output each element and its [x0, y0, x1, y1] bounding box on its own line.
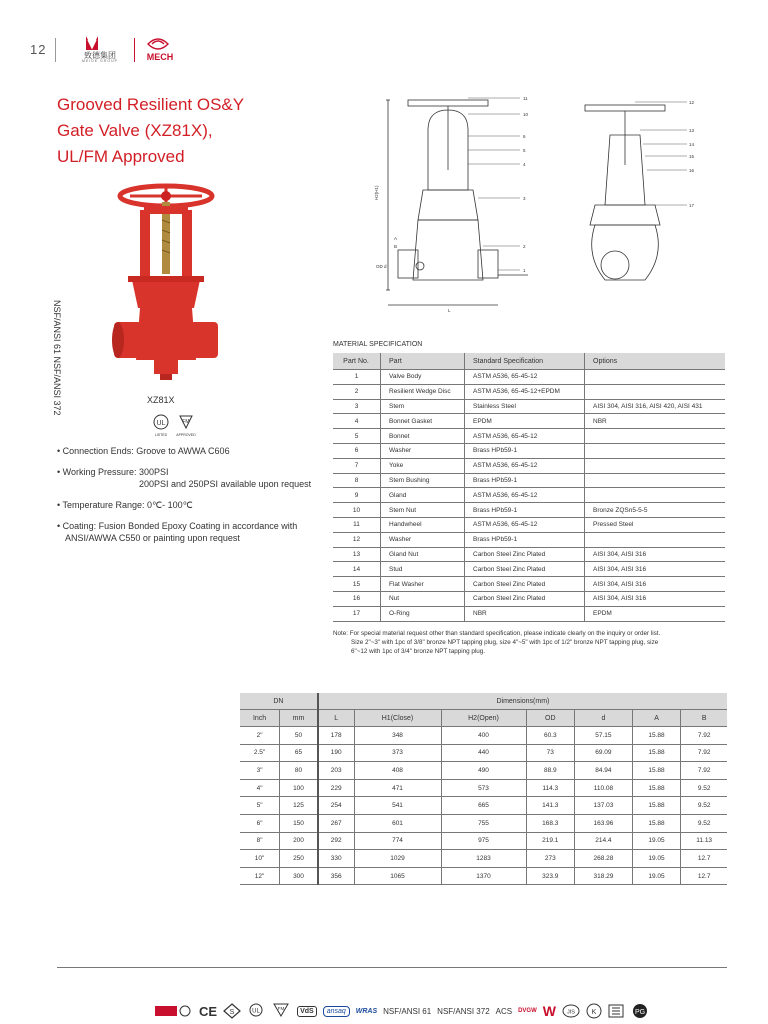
standard-spec-cell: ASTM A536, 65-45-12	[465, 458, 585, 473]
dimension-cell: 168.3	[526, 814, 575, 832]
kc-mark-icon	[586, 1003, 602, 1019]
part-no-cell: 13	[333, 547, 381, 562]
dimension-cell: 219.1	[526, 832, 575, 850]
part-name-cell: Gland Nut	[381, 547, 465, 562]
approved-text: APPROVED	[176, 433, 196, 437]
standard-spec-cell: Carbon Steel Zinc Plated	[465, 577, 585, 592]
callout-2: 2	[523, 244, 526, 249]
dimension-cell: 292	[318, 832, 354, 850]
dim-subheader-cell: A	[632, 710, 681, 727]
callout-16: 16	[689, 168, 695, 173]
valve-product-image	[110, 180, 220, 390]
dim-subheader-cell: d	[575, 710, 633, 727]
meide-group-logo	[70, 34, 130, 64]
ul-listed-icon	[247, 1002, 265, 1020]
part-no-cell: 12	[333, 532, 381, 547]
standard-spec-cell: Carbon Steel Zinc Plated	[465, 591, 585, 606]
dimension-row	[240, 727, 727, 745]
note-line-1: Note: For special material request other than standard specification, please indicate clearly on the inquiry or order list.	[333, 630, 661, 637]
part-name-cell: O-Ring	[381, 606, 465, 621]
callout-4: 4	[523, 162, 526, 167]
standard-spec-cell: Brass HPb59-1	[465, 503, 585, 518]
dimension-cell: 975	[441, 832, 526, 850]
svg-text:FM: FM	[277, 1006, 285, 1011]
dimension-cell: 471	[354, 779, 441, 797]
col-standard-spec: Standard Specification	[465, 353, 585, 370]
material-spec-row	[333, 577, 725, 592]
material-spec-body	[333, 370, 725, 622]
feature-list	[57, 445, 347, 553]
dim-subheader-cell: B	[681, 710, 727, 727]
dimension-row	[240, 814, 727, 832]
callout-13: 13	[689, 128, 695, 133]
fm-text: FM	[182, 419, 190, 425]
standard-spec-cell: Carbon Steel Zinc Plated	[465, 562, 585, 577]
options-cell	[585, 488, 726, 503]
options-cell	[585, 384, 726, 399]
part-name-cell: Yoke	[381, 458, 465, 473]
callout-17: 17	[689, 203, 695, 208]
dimension-cell: 300	[280, 867, 318, 885]
dimension-row	[240, 762, 727, 780]
acs-text: ACS	[495, 1006, 513, 1016]
dimension-cell: 9.52	[681, 797, 727, 815]
ul-fm-marks	[150, 412, 200, 443]
material-spec-row	[333, 414, 725, 429]
svg-text:UL: UL	[252, 1008, 260, 1015]
feature-pressure-line1: • Working Pressure: 300PSI	[57, 467, 169, 477]
svg-text:PG: PG	[634, 1009, 646, 1016]
dimension-cell: 19.05	[632, 867, 681, 885]
dimension-cell: 15.88	[632, 814, 681, 832]
options-cell	[585, 443, 726, 458]
standard-spec-cell: ASTM A536, 65-45-12	[465, 370, 585, 385]
dimension-cell: 4"	[240, 779, 280, 797]
feature-temperature: • Temperature Range: 0℃- 100℃	[57, 500, 193, 510]
material-note	[333, 629, 733, 656]
nsf61-text: NSF/ANSI 61	[383, 1006, 432, 1016]
dimension-cell: 229	[318, 779, 354, 797]
feature-coating-line1: • Coating: Fusion Bonded Epoxy Coating in accordance with	[57, 521, 298, 531]
options-cell	[585, 458, 726, 473]
col-part-no: Part No.	[333, 353, 381, 370]
callout-12: 12	[689, 100, 695, 105]
listed-text: LISTED	[154, 433, 168, 437]
material-spec-row	[333, 517, 725, 532]
dimension-row	[240, 797, 727, 815]
model-label: XZ81X	[147, 395, 175, 405]
dimension-cell: 60.3	[526, 727, 575, 745]
part-name-cell: Valve Body	[381, 370, 465, 385]
title-line-3: UL/FM Approved	[57, 147, 185, 166]
certification-bar	[155, 1000, 650, 1022]
dimension-cell: 15.88	[632, 727, 681, 745]
dim-subheader-cell: H1(Close)	[354, 710, 441, 727]
dimension-cell: 12.7	[681, 850, 727, 868]
part-name-cell: Gland	[381, 488, 465, 503]
dimension-cell: 1065	[354, 867, 441, 885]
dimension-row	[240, 779, 727, 797]
dimension-cell: 323.9	[526, 867, 575, 885]
dimension-cell: 12.7	[681, 867, 727, 885]
dimension-cell: 178	[318, 727, 354, 745]
dimension-cell: 8"	[240, 832, 280, 850]
dimension-cell: 490	[441, 762, 526, 780]
dim-od-label: OD	[376, 264, 383, 269]
feature-pressure-line2: 200PSI and 250PSI available upon request	[139, 479, 312, 489]
callout-1: 1	[523, 268, 526, 273]
material-spec-row	[333, 488, 725, 503]
part-name-cell: Stem	[381, 399, 465, 414]
options-cell	[585, 429, 726, 444]
dimension-cell: 73	[526, 744, 575, 762]
options-cell	[585, 370, 726, 385]
material-spec-row	[333, 443, 725, 458]
callout-5: 5	[523, 148, 526, 153]
material-spec-title: MATERIAL SPECIFICATION	[333, 341, 423, 348]
callout-3: 3	[523, 196, 526, 201]
dim-a-label: A	[394, 236, 398, 241]
w-mark: W	[542, 1003, 556, 1019]
material-spec-row	[333, 591, 725, 606]
standard-spec-cell: EPDM	[465, 414, 585, 429]
standard-spec-cell: Stainless Steel	[465, 399, 585, 414]
callout-10: 10	[523, 112, 529, 117]
vds-mark: VdS	[297, 1006, 317, 1017]
dim-subheader-cell: Inch	[240, 710, 280, 727]
dimension-cell: 200	[280, 832, 318, 850]
china-cert-icon	[155, 1004, 193, 1018]
dimension-cell: 50	[280, 727, 318, 745]
footer-divider	[57, 967, 727, 968]
nsf-vertical-text: NSF/ANSI 61 NSF/ANSI 372	[52, 300, 62, 416]
dimension-cell: 254	[318, 797, 354, 815]
part-no-cell: 10	[333, 503, 381, 518]
material-spec-row	[333, 458, 725, 473]
material-spec-header-row	[333, 353, 725, 370]
dimension-cell: 57.15	[575, 727, 633, 745]
col-part: Part	[381, 353, 465, 370]
dimensions-sub-header	[240, 710, 727, 727]
dimension-cell: 114.3	[526, 779, 575, 797]
note-line-2: Size 2"~3" with 1pc of 3/8" bronze NPT tapping plug, size 4"~5" with 1pc of 1/2" bronze NPT tapping plug, size	[351, 639, 659, 646]
dimension-cell: 214.4	[575, 832, 633, 850]
material-spec-row	[333, 532, 725, 547]
dimension-cell: 267	[318, 814, 354, 832]
mech-logo	[138, 34, 182, 64]
logo-separator	[134, 38, 135, 62]
ce-mark: CE	[199, 1003, 218, 1019]
dimension-cell: 15.88	[632, 797, 681, 815]
dimension-cell: 318.29	[575, 867, 633, 885]
dimension-cell: 12"	[240, 867, 280, 885]
dimension-row	[240, 744, 727, 762]
part-no-cell: 7	[333, 458, 381, 473]
svg-text:K: K	[591, 1009, 597, 1016]
dimension-row	[240, 850, 727, 868]
material-spec-row	[333, 473, 725, 488]
title-line-2: Gate Valve (XZ81X),	[57, 121, 213, 140]
dvgw-mark: DVGW	[518, 1008, 537, 1014]
standard-spec-cell: NBR	[465, 606, 585, 621]
part-no-cell: 14	[333, 562, 381, 577]
nsf372-text: NSF/ANSI 372	[437, 1006, 490, 1016]
standard-spec-cell: ASTM A536, 65-45-12	[465, 488, 585, 503]
header-divider	[55, 38, 56, 62]
note-line-3: 6"~12 with 1pc of 3/4" bronze NPT tapping plug.	[351, 648, 486, 655]
options-cell: Pressed Steel	[585, 517, 726, 532]
title-line-1: Grooved Resilient OS&Y	[57, 95, 245, 114]
dimension-cell: 1029	[354, 850, 441, 868]
dimensions-body	[240, 727, 727, 885]
dimension-cell: 541	[354, 797, 441, 815]
col-options: Options	[585, 353, 726, 370]
eac-mark-icon	[608, 1004, 624, 1018]
dim-subheader-cell: mm	[280, 710, 318, 727]
s-mark-icon	[223, 1003, 241, 1019]
dimension-cell: 440	[441, 744, 526, 762]
pg-mark-icon	[630, 1003, 650, 1019]
feature-coating-line2: ANSI/AWWA C550 or painting upon request	[65, 533, 240, 543]
dimension-cell: 5"	[240, 797, 280, 815]
material-spec-row	[333, 547, 725, 562]
material-spec-row	[333, 384, 725, 399]
dim-subheader-cell: H2(Open)	[441, 710, 526, 727]
material-spec-row	[333, 399, 725, 414]
material-spec-table	[333, 353, 725, 622]
part-no-cell: 8	[333, 473, 381, 488]
svg-text:JIS: JIS	[567, 1009, 575, 1016]
part-name-cell: Flat Washer	[381, 577, 465, 592]
dimension-cell: 373	[354, 744, 441, 762]
dimension-cell: 163.96	[575, 814, 633, 832]
dim-subheader-cell: L	[318, 710, 354, 727]
dim-d-label: d	[384, 264, 387, 269]
dimension-cell: 141.3	[526, 797, 575, 815]
dimension-row	[240, 832, 727, 850]
part-no-cell: 3	[333, 399, 381, 414]
dimension-cell: 9.52	[681, 779, 727, 797]
dimension-cell: 330	[318, 850, 354, 868]
ul-text: UL	[156, 420, 166, 427]
dimension-cell: 100	[280, 779, 318, 797]
dimension-cell: 150	[280, 814, 318, 832]
dimension-cell: 665	[441, 797, 526, 815]
dim-l-label: L	[448, 308, 451, 313]
part-name-cell: Handwheel	[381, 517, 465, 532]
callout-14: 14	[689, 142, 695, 147]
valve-section-drawing	[368, 90, 548, 320]
dimension-cell: 10"	[240, 850, 280, 868]
part-no-cell: 1	[333, 370, 381, 385]
dims-header: Dimensions(mm)	[318, 693, 727, 710]
dimension-cell: 273	[526, 850, 575, 868]
dimension-cell: 110.08	[575, 779, 633, 797]
fm-approved-icon	[271, 1002, 291, 1020]
part-no-cell: 6	[333, 443, 381, 458]
dimension-cell: 356	[318, 867, 354, 885]
part-name-cell: Nut	[381, 591, 465, 606]
dimension-cell: 7.92	[681, 727, 727, 745]
part-name-cell: Resilient Wedge Disc	[381, 384, 465, 399]
options-cell	[585, 473, 726, 488]
dim-b-label: B	[394, 244, 398, 249]
dimension-cell: 1283	[441, 850, 526, 868]
page-title	[57, 92, 317, 170]
part-no-cell: 17	[333, 606, 381, 621]
valve-side-drawing	[565, 95, 705, 295]
standard-spec-cell: Brass HPb59-1	[465, 532, 585, 547]
material-spec-row	[333, 370, 725, 385]
dimension-cell: 88.9	[526, 762, 575, 780]
dimension-cell: 573	[441, 779, 526, 797]
standard-spec-cell: Brass HPb59-1	[465, 473, 585, 488]
part-name-cell: Bonnet Gasket	[381, 414, 465, 429]
dimension-cell: 15.88	[632, 779, 681, 797]
dimension-cell: 84.94	[575, 762, 633, 780]
callout-6: 6	[523, 134, 526, 139]
options-cell: Bronze ZQSn5-5-5	[585, 503, 726, 518]
dimension-cell: 65	[280, 744, 318, 762]
part-name-cell: Stem Nut	[381, 503, 465, 518]
options-cell: AISI 304, AISI 316	[585, 562, 726, 577]
part-no-cell: 5	[333, 429, 381, 444]
part-no-cell: 9	[333, 488, 381, 503]
options-cell: AISI 304, AISI 316, AISI 420, AISI 431	[585, 399, 726, 414]
dimension-row	[240, 867, 727, 885]
dimension-cell: 400	[441, 727, 526, 745]
standard-spec-cell: ASTM A536, 65-45-12	[465, 517, 585, 532]
callout-11: 11	[523, 96, 528, 101]
dimension-cell: 268.28	[575, 850, 633, 868]
callout-15: 15	[689, 154, 695, 159]
dn-header: DN	[240, 693, 318, 710]
standard-spec-cell: ASTM A536, 65-45-12	[465, 429, 585, 444]
mech-text: MECH	[146, 52, 174, 62]
dimension-cell: 69.09	[575, 744, 633, 762]
dimension-cell: 19.05	[632, 850, 681, 868]
part-name-cell: Bonnet	[381, 429, 465, 444]
options-cell: AISI 304, AISI 316	[585, 591, 726, 606]
dimensions-table	[240, 693, 727, 885]
jis-mark-icon	[562, 1004, 580, 1018]
dimension-cell: 601	[354, 814, 441, 832]
options-cell: AISI 304, AISI 316	[585, 547, 726, 562]
part-name-cell: Stem Bushing	[381, 473, 465, 488]
dimension-cell: 11.13	[681, 832, 727, 850]
part-name-cell: Washer	[381, 443, 465, 458]
dimension-cell: 190	[318, 744, 354, 762]
options-cell: EPDM	[585, 606, 726, 621]
material-spec-row	[333, 606, 725, 621]
dimension-cell: 755	[441, 814, 526, 832]
dimension-cell: 2"	[240, 727, 280, 745]
part-name-cell: Stud	[381, 562, 465, 577]
brand-en: MEIDE GROUP	[82, 59, 118, 63]
dimension-cell: 15.88	[632, 762, 681, 780]
ansaq-mark: ansaq	[323, 1006, 350, 1017]
dimension-cell: 9.52	[681, 814, 727, 832]
dimension-cell: 6"	[240, 814, 280, 832]
options-cell: AISI 304, AISI 316	[585, 577, 726, 592]
dimension-cell: 1370	[441, 867, 526, 885]
page-number: 12	[30, 42, 47, 57]
feature-coating	[57, 520, 347, 544]
feature-pressure	[57, 466, 347, 490]
part-no-cell: 16	[333, 591, 381, 606]
material-spec-row	[333, 429, 725, 444]
dim-subheader-cell: OD	[526, 710, 575, 727]
brand-cn: 致德集团	[84, 51, 116, 60]
wras-mark: WRAS	[355, 1007, 378, 1015]
standard-spec-cell: Carbon Steel Zinc Plated	[465, 547, 585, 562]
dimension-cell: 7.92	[681, 762, 727, 780]
dimension-cell: 348	[354, 727, 441, 745]
dimension-cell: 15.88	[632, 744, 681, 762]
material-spec-row	[333, 503, 725, 518]
dimension-cell: 3"	[240, 762, 280, 780]
part-no-cell: 11	[333, 517, 381, 532]
options-cell	[585, 532, 726, 547]
standard-spec-cell: Brass HPb59-1	[465, 443, 585, 458]
dimension-cell: 137.03	[575, 797, 633, 815]
options-cell: NBR	[585, 414, 726, 429]
standard-spec-cell: ASTM A536, 65-45-12+EPDM	[465, 384, 585, 399]
dimension-cell: 2.5"	[240, 744, 280, 762]
part-no-cell: 4	[333, 414, 381, 429]
dimensions-group-header	[240, 693, 727, 710]
part-name-cell: Washer	[381, 532, 465, 547]
dimension-cell: 19.05	[632, 832, 681, 850]
dimension-cell: 774	[354, 832, 441, 850]
part-no-cell: 15	[333, 577, 381, 592]
dimension-cell: 250	[280, 850, 318, 868]
svg-text:S: S	[229, 1009, 235, 1016]
material-spec-row	[333, 562, 725, 577]
part-no-cell: 2	[333, 384, 381, 399]
feature-connection: • Connection Ends: Groove to AWWA C606	[57, 446, 230, 456]
dim-h-label: H2(H1)	[374, 185, 379, 200]
dimension-cell: 125	[280, 797, 318, 815]
dimension-cell: 80	[280, 762, 318, 780]
dimension-cell: 408	[354, 762, 441, 780]
dimension-cell: 203	[318, 762, 354, 780]
dimension-cell: 7.92	[681, 744, 727, 762]
